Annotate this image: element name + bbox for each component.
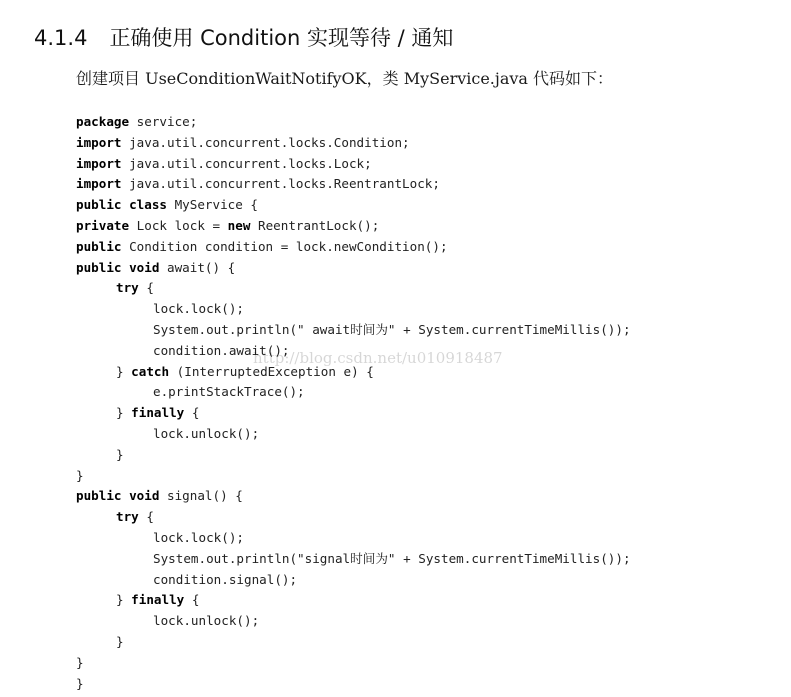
code-keyword: public (76, 259, 122, 275)
code-keyword: try (116, 509, 139, 525)
code-text: Lock lock = (129, 217, 228, 233)
code-text: } (116, 446, 124, 462)
code-keyword: void (129, 259, 160, 275)
code-keyword: finally (131, 405, 185, 421)
code-text: { (138, 509, 154, 525)
code-text: e.printStackTrace(); (153, 384, 305, 400)
code-line (76, 424, 631, 445)
code-keyword: import (76, 176, 122, 192)
code-line (76, 154, 631, 175)
code-text: } (116, 405, 132, 421)
section-title: 正确使用 Condition 实现等待 / 通知 (109, 26, 454, 50)
code-keyword: void (129, 488, 160, 504)
code-text: condition.signal(); (153, 571, 298, 587)
code-text: lock.unlock(); (153, 425, 260, 441)
code-text: } (76, 675, 84, 691)
code-line (76, 237, 631, 258)
code-text: condition.await(); (153, 342, 290, 358)
code-text: } (116, 592, 132, 608)
code-keyword: public (76, 488, 122, 504)
code-text: service; (129, 114, 198, 129)
code-text: System.out.println("signal时间为" + System.currentTimeMillis()); (153, 550, 631, 566)
code-keyword: public (76, 197, 122, 213)
code-keyword: finally (131, 592, 185, 608)
code-line (76, 299, 631, 320)
code-keyword: class (129, 197, 168, 213)
code-block (76, 112, 631, 694)
code-text (122, 260, 130, 275)
code-text: java.util.concurrent.locks.ReentrantLock; (121, 176, 440, 192)
code-line (76, 528, 631, 549)
code-line (76, 320, 631, 341)
code-keyword: catch (131, 363, 170, 379)
code-text: { (184, 592, 200, 608)
code-text (122, 488, 130, 503)
code-keyword: import (76, 134, 122, 150)
code-line (76, 258, 631, 279)
code-line (76, 195, 631, 216)
code-line (76, 216, 631, 237)
code-keyword: private (76, 217, 130, 233)
section-number: 4.1.4 (34, 26, 88, 50)
code-line (76, 632, 631, 653)
code-line (76, 174, 631, 195)
code-text: { (138, 280, 154, 296)
code-text: { (184, 405, 200, 421)
intro-paragraph: 创建项目 UseConditionWaitNotifyOK，类 MyService.java 代码如下： (76, 69, 614, 88)
code-text: } (76, 467, 84, 483)
code-keyword: package (76, 114, 130, 129)
code-line (76, 112, 631, 133)
code-keyword: import (76, 155, 122, 171)
code-line (76, 549, 631, 570)
code-keyword: new (227, 217, 251, 233)
code-line (76, 278, 631, 299)
code-text: (InterruptedException e) { (169, 363, 374, 379)
code-text: } (116, 363, 132, 379)
code-text: MyService { (167, 197, 259, 213)
code-line (76, 674, 631, 695)
code-text: await() { (159, 259, 236, 275)
code-text: } (76, 654, 84, 670)
code-line (76, 486, 631, 507)
code-text (122, 197, 130, 212)
code-line (76, 507, 631, 528)
code-text: java.util.concurrent.locks.Condition; (121, 134, 410, 150)
code-line (76, 445, 631, 466)
code-line (76, 133, 631, 154)
code-text: Condition condition = lock.newCondition(); (121, 238, 448, 254)
code-line (76, 653, 631, 674)
code-text: java.util.concurrent.locks.Lock; (121, 155, 372, 171)
code-line (76, 590, 631, 611)
code-line (76, 611, 631, 632)
code-text: lock.unlock(); (153, 613, 260, 629)
section-heading (34, 22, 453, 52)
code-line (76, 570, 631, 591)
code-keyword: public (76, 238, 122, 254)
code-text: ReentrantLock(); (250, 217, 380, 233)
code-line (76, 382, 631, 403)
code-text: System.out.println(" await时间为" + System.currentTimeMillis()); (153, 321, 631, 337)
code-keyword: try (116, 280, 139, 296)
code-text: signal() { (159, 488, 243, 504)
code-line (76, 403, 631, 424)
code-text: } (116, 633, 124, 649)
code-text: lock.lock(); (153, 529, 244, 545)
code-text: lock.lock(); (153, 301, 244, 317)
code-line (76, 466, 631, 487)
watermark: http://blog.csdn.net/u010918487 (253, 349, 503, 367)
